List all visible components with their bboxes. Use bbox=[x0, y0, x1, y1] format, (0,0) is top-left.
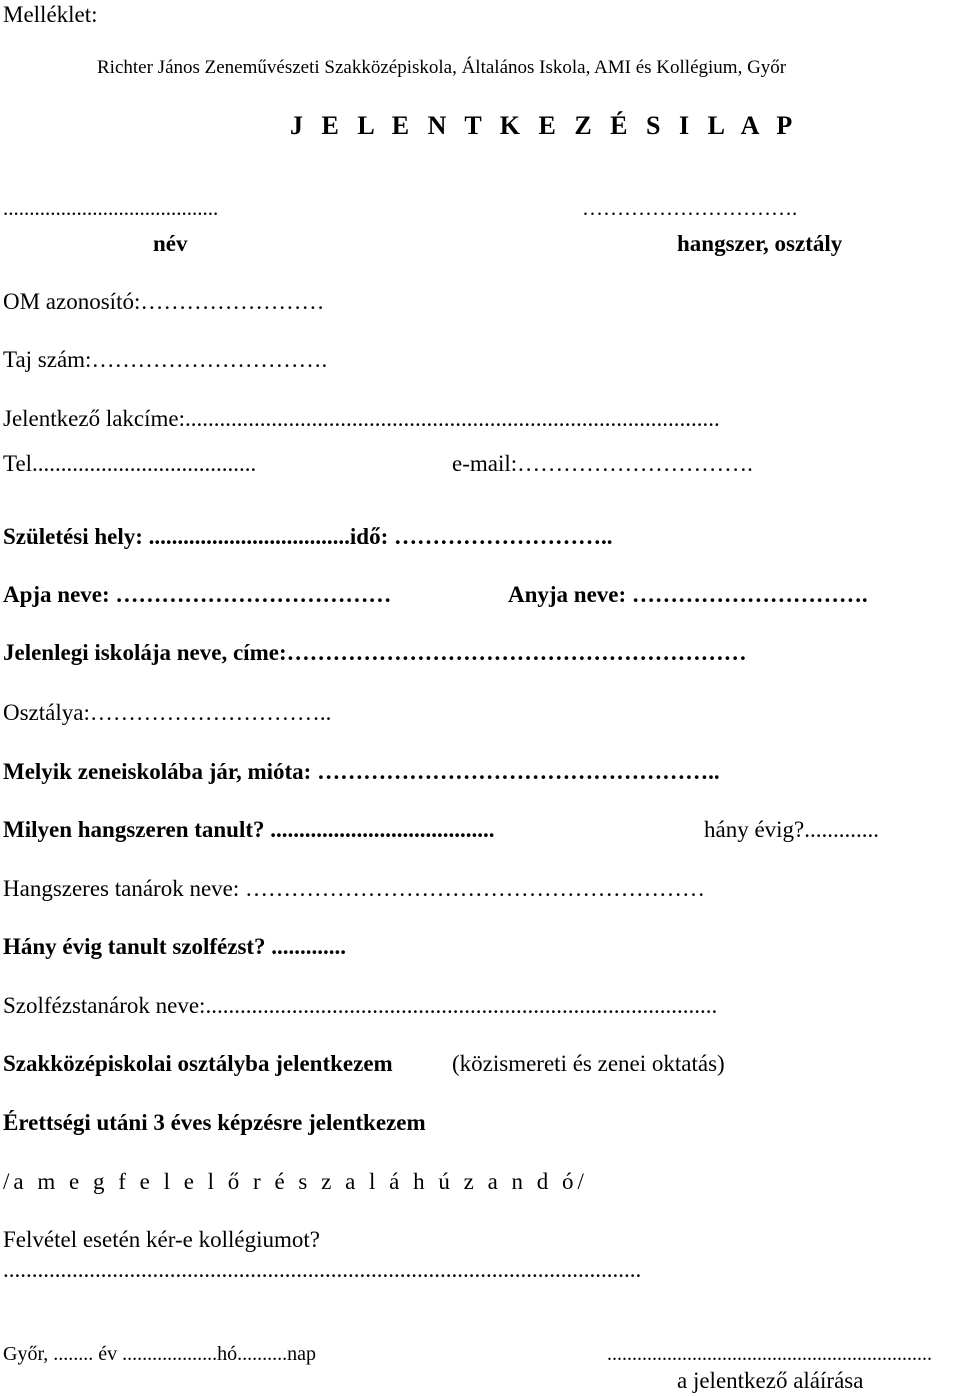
taj-number-field[interactable]: Taj szám:…………………………. bbox=[3, 347, 328, 372]
post-graduate-option[interactable]: Érettségi utáni 3 éves képzésre jelentkezem bbox=[3, 1110, 426, 1135]
date-line[interactable]: Győr, ........ év ...................hó..........nap bbox=[3, 1343, 317, 1365]
secondary-school-option[interactable]: Szakközépiskolai osztályba jelentkezem bbox=[3, 1051, 393, 1076]
instrument-studied-field[interactable]: Milyen hangszeren tanult? ....................................... bbox=[3, 817, 495, 842]
solfege-years-field[interactable]: Hány évig tanult szolfézst? ............. bbox=[3, 934, 347, 959]
om-id-field[interactable]: OM azonosító:…………………… bbox=[3, 289, 325, 314]
solfege-teachers-field[interactable]: Szolfézstanárok neve:......................................................................................... bbox=[3, 993, 718, 1018]
music-school-field[interactable]: Melyik zeneiskolába jár, mióta: …………………………………………….. bbox=[3, 759, 720, 784]
secondary-school-note: (közismereti és zenei oktatás) bbox=[452, 1051, 725, 1076]
instrument-dots[interactable]: …………………………. bbox=[582, 196, 798, 220]
name-label: név bbox=[153, 231, 188, 256]
email-field[interactable]: e-mail:…………………………. bbox=[452, 451, 753, 476]
instrument-class-label: hangszer, osztály bbox=[677, 231, 843, 256]
birth-place-time-field[interactable]: Születési hely: ...................................idő: ……………………….. bbox=[3, 524, 613, 549]
instrument-teachers-field[interactable]: Hangszeres tanárok neve: …………………………………………………… bbox=[3, 876, 706, 901]
school-name: Richter János Zeneművészeti Szakközépiskola, Általános Iskola, AMI és Kollégium, Győr bbox=[97, 57, 787, 78]
address-field[interactable]: Jelentkező lakcíme:............................................................................................. bbox=[3, 406, 720, 431]
dormitory-question: Felvétel esetén kér-e kollégiumot? bbox=[3, 1227, 320, 1252]
underline-instruction: /a m e g f e l e l ő r é s z a l á h ú z a n d ó/ bbox=[3, 1169, 588, 1194]
current-school-field[interactable]: Jelenlegi iskolája neve, címe:…………………………………………………… bbox=[3, 640, 747, 665]
annex-label: Melléklet: bbox=[3, 2, 98, 27]
mother-name-field[interactable]: Anyja neve: …………………………. bbox=[508, 582, 868, 607]
name-dots[interactable]: ......................................... bbox=[3, 196, 219, 220]
class-field[interactable]: Osztálya:………………………….. bbox=[3, 700, 332, 725]
form-title: J E L E N T K E Z É S I L A P bbox=[290, 111, 799, 140]
signature-label: a jelentkező aláírása bbox=[677, 1368, 864, 1393]
signature-line[interactable]: ................................................................. bbox=[607, 1343, 932, 1365]
instrument-years-field[interactable]: hány évig?............. bbox=[704, 817, 880, 842]
father-name-field[interactable]: Apja neve: ……………………………… bbox=[3, 582, 392, 607]
dormitory-answer-field[interactable]: ............................................................................................................... bbox=[3, 1257, 642, 1282]
phone-field[interactable]: Tel....................................... bbox=[3, 451, 257, 476]
